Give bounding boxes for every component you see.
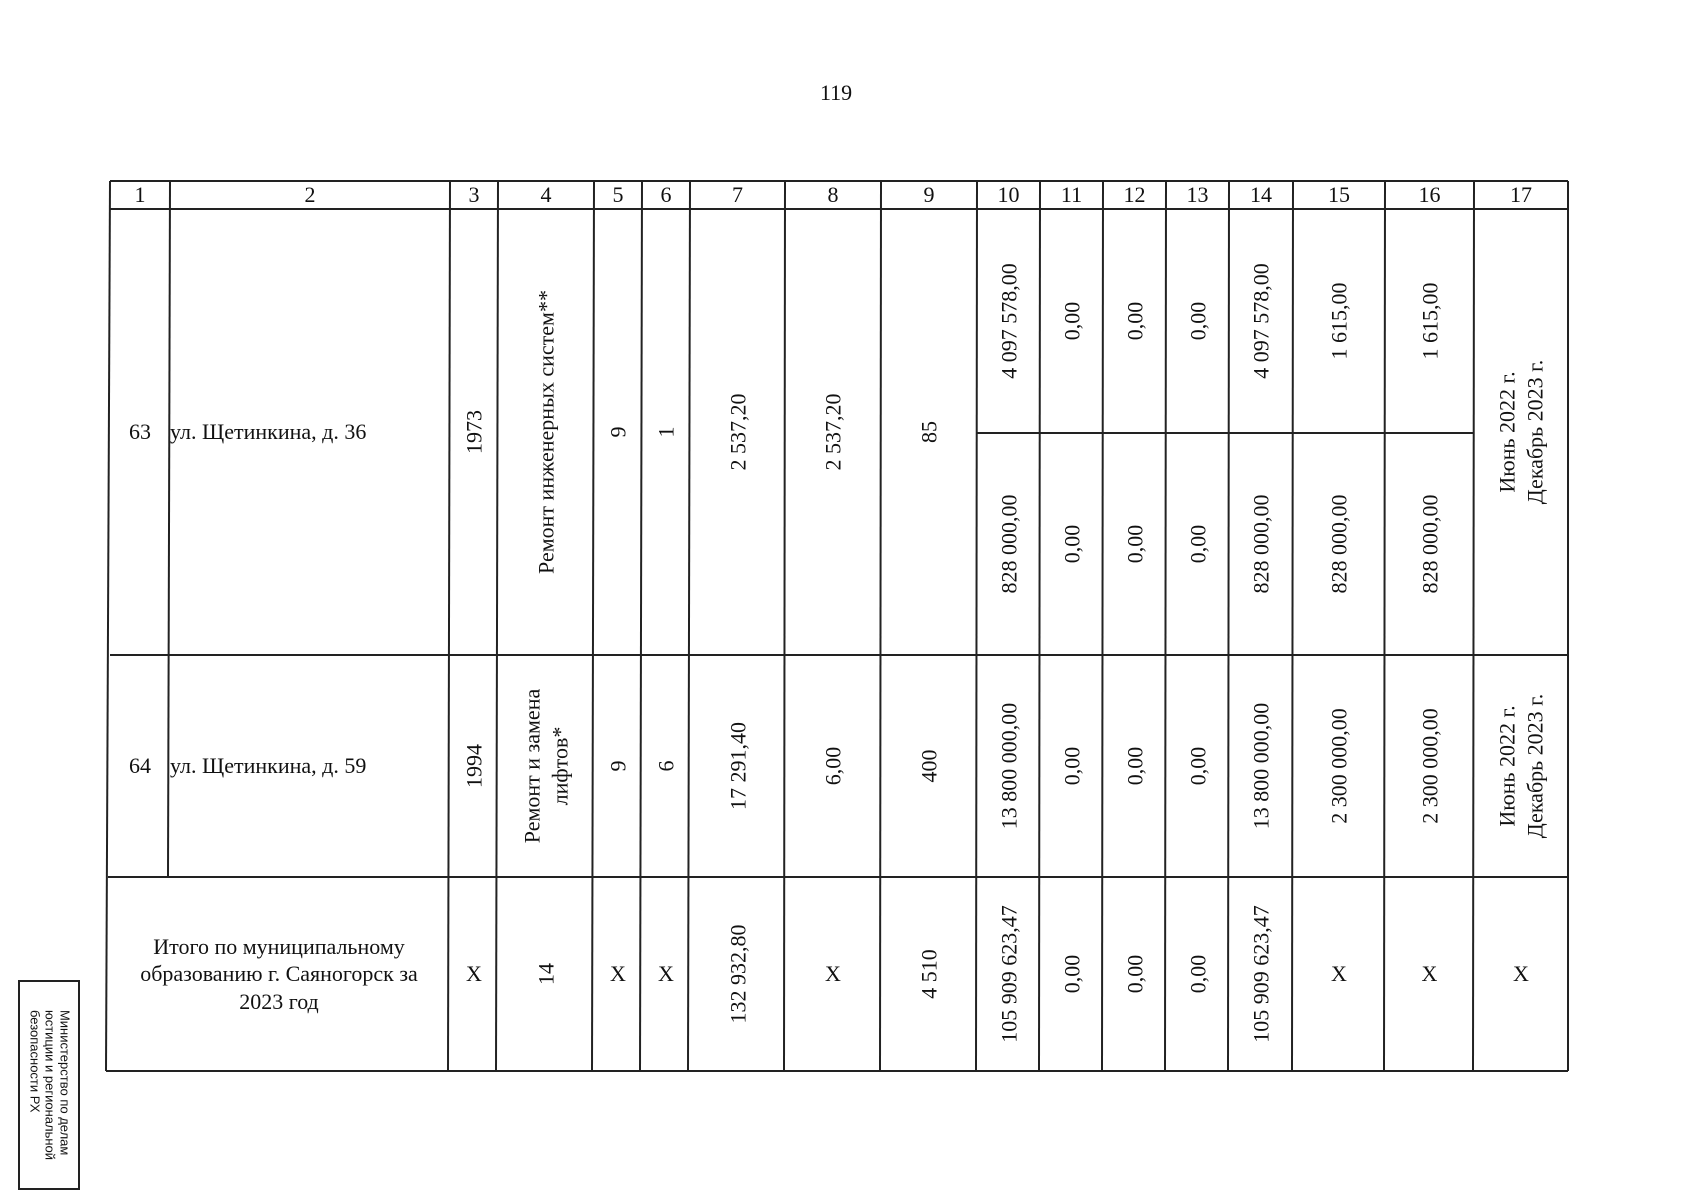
total-c16: Х	[1421, 961, 1438, 986]
header-col-5: 5	[612, 182, 624, 207]
row63-residents: 85	[916, 421, 942, 443]
total-c11: 0,00	[1058, 954, 1084, 994]
row63-address: ул. Щетинкина, д. 36	[170, 419, 367, 444]
row63-b-c10-cell	[977, 433, 1040, 655]
header-col-15: 15	[1328, 182, 1350, 207]
row64-c12: 0,00	[1121, 746, 1147, 786]
row64-year: 1994	[461, 744, 487, 788]
row63-b-c11: 0,00	[1058, 524, 1084, 564]
row63-area-total-cell	[690, 209, 785, 655]
row63-period-line1: Июнь 2022 г.	[1494, 371, 1520, 493]
row63-work-cell	[498, 209, 594, 655]
row63-year-cell	[450, 209, 498, 655]
row63-b-c14: 828 000,00	[1248, 494, 1274, 594]
row63-b-c13: 0,00	[1184, 524, 1210, 564]
row64-c16-cell	[1385, 655, 1474, 877]
stamp-line2: юстиции и региональной	[42, 1009, 58, 1161]
row64-year-cell	[450, 655, 498, 877]
header-col-3: 3	[468, 182, 480, 207]
row63-entrances-cell	[642, 209, 690, 655]
row64-area-total: 17 291,40	[724, 722, 750, 810]
row64-num: 64	[129, 753, 151, 778]
row63-b-c12: 0,00	[1121, 524, 1147, 564]
header-col-16: 16	[1418, 182, 1441, 207]
page-number: 119	[820, 80, 853, 105]
row63-a-c10-cell	[977, 209, 1040, 433]
row64-work-line1: Ремонт и замена	[519, 688, 545, 844]
row63-b-c15-cell	[1293, 433, 1385, 655]
total-entrances: Х	[658, 961, 674, 986]
row64-residents: 400	[916, 749, 942, 783]
row64-c14-cell	[1229, 655, 1293, 877]
row63-period-cell	[1474, 209, 1568, 655]
total-work-cell	[498, 877, 594, 1071]
row64-period-line2: Декабрь 2023 г.	[1522, 693, 1547, 839]
header-col-11: 11	[1060, 182, 1083, 207]
row63-a-c11: 0,00	[1058, 301, 1084, 341]
row63-period	[1494, 360, 1549, 504]
row63-b-c14-cell	[1229, 433, 1293, 655]
row63-floors-cell	[594, 209, 642, 655]
total-area-total-cell	[690, 877, 785, 1071]
total-area-living: Х	[825, 961, 841, 986]
row63-a-c13: 0,00	[1184, 301, 1210, 341]
row64-floors-cell	[594, 655, 642, 877]
header-col-10: 10	[997, 182, 1020, 207]
row63-residents-cell	[881, 209, 977, 655]
total-label: Итого по муниципальному образованию г. Саяногорск за 2023 год	[140, 933, 418, 1014]
row63-area-total: 2 537,20	[724, 393, 750, 471]
row63-area-living-cell	[785, 209, 881, 655]
total-label-cell	[108, 877, 450, 1071]
total-floors: Х	[610, 961, 626, 986]
row63-b-c12-cell	[1103, 433, 1166, 655]
row64-c11-cell	[1040, 655, 1103, 877]
stamp-text	[27, 1010, 72, 1160]
row63-area-living: 2 537,20	[820, 393, 846, 471]
row64-c10-cell	[977, 655, 1040, 877]
row64-period	[1494, 694, 1549, 838]
total-c14-cell	[1229, 877, 1293, 1071]
total-c17: Х	[1513, 961, 1529, 986]
row63-a-c13-cell	[1166, 209, 1229, 433]
header-col-17: 17	[1510, 182, 1532, 207]
total-c11-cell	[1040, 877, 1103, 1071]
row64-floors: 9	[605, 760, 631, 772]
row64-c14: 13 800 000,00	[1248, 702, 1274, 830]
header-col-12: 12	[1123, 182, 1146, 207]
total-area-total: 132 932,80	[724, 924, 750, 1024]
header-col-6: 6	[660, 182, 672, 207]
row64-work-cell	[498, 655, 594, 877]
row63-b-c16-cell	[1385, 433, 1474, 655]
row64-entrances-cell	[642, 655, 690, 877]
stamp-line3: безопасности РХ	[27, 1009, 43, 1113]
row64-area-living: 6,00	[820, 746, 846, 786]
row64-c15: 2 300 000,00	[1326, 708, 1352, 824]
total-work: 14	[533, 963, 559, 985]
row64-work-line2: лифтов*	[547, 726, 572, 806]
total-year: Х	[466, 961, 482, 986]
row64-entrances: 6	[653, 760, 679, 772]
total-c13-cell	[1166, 877, 1229, 1071]
row63-num: 63	[129, 419, 151, 444]
row64-residents-cell	[881, 655, 977, 877]
row63-b-c15: 828 000,00	[1326, 494, 1352, 594]
row64-work	[519, 689, 574, 843]
registration-stamp	[18, 980, 80, 1190]
row63-a-c10: 4 097 578,00	[995, 263, 1021, 379]
row64-c15-cell	[1293, 655, 1385, 877]
row63-a-c14: 4 097 578,00	[1248, 263, 1274, 379]
total-c12-cell	[1103, 877, 1166, 1071]
total-residents-cell	[881, 877, 977, 1071]
row64-period-line1: Июнь 2022 г.	[1494, 705, 1520, 827]
row63-period-line2: Декабрь 2023 г.	[1522, 359, 1547, 505]
header-col-7: 7	[732, 182, 743, 207]
total-c12: 0,00	[1121, 954, 1147, 994]
row64-address: ул. Щетинкина, д. 59	[170, 753, 367, 778]
header-col-9: 9	[923, 182, 935, 207]
row64-c11: 0,00	[1058, 746, 1084, 786]
row63-b-c10: 828 000,00	[995, 494, 1021, 594]
row63-a-c12: 0,00	[1121, 301, 1147, 341]
row63-year: 1973	[461, 410, 487, 454]
row63-entrances: 1	[653, 426, 679, 438]
header-col-13: 13	[1186, 182, 1209, 207]
row63-a-c16-cell	[1385, 209, 1474, 433]
row64-c12-cell	[1103, 655, 1166, 877]
header-col-4: 4	[540, 182, 552, 207]
header-col-14: 14	[1250, 182, 1272, 207]
row63-a-c14-cell	[1229, 209, 1293, 433]
total-c10: 105 909 623,47	[995, 905, 1021, 1043]
row63-a-c11-cell	[1040, 209, 1103, 433]
header-col-2: 2	[304, 182, 316, 207]
row63-b-c11-cell	[1040, 433, 1103, 655]
row63-b-c16: 828 000,00	[1416, 494, 1442, 594]
total-c13: 0,00	[1184, 954, 1210, 994]
row64-c16: 2 300 000,00	[1416, 708, 1442, 824]
row63-a-c15-cell	[1293, 209, 1385, 433]
total-c14: 105 909 623,47	[1248, 905, 1274, 1043]
total-c10-cell	[977, 877, 1040, 1071]
row63-a-c16: 1 615,00	[1416, 282, 1442, 360]
row63-floors: 9	[605, 426, 631, 438]
row64-area-total-cell	[690, 655, 785, 877]
stamp-line1: Министерство по делам	[57, 1009, 73, 1156]
row64-c13: 0,00	[1184, 746, 1210, 786]
row63-a-c12-cell	[1103, 209, 1166, 433]
row64-c13-cell	[1166, 655, 1229, 877]
row63-a-c15: 1 615,00	[1326, 282, 1352, 360]
row64-c10: 13 800 000,00	[995, 702, 1021, 830]
row63-work: Ремонт инженерных систем**	[533, 290, 559, 574]
row64-period-cell	[1474, 655, 1568, 877]
row63-b-c13-cell	[1166, 433, 1229, 655]
header-col-1: 1	[134, 182, 146, 207]
row64-area-living-cell	[785, 655, 881, 877]
total-residents: 4 510	[916, 949, 942, 999]
total-c15: Х	[1331, 961, 1347, 986]
header-col-8: 8	[827, 182, 839, 207]
